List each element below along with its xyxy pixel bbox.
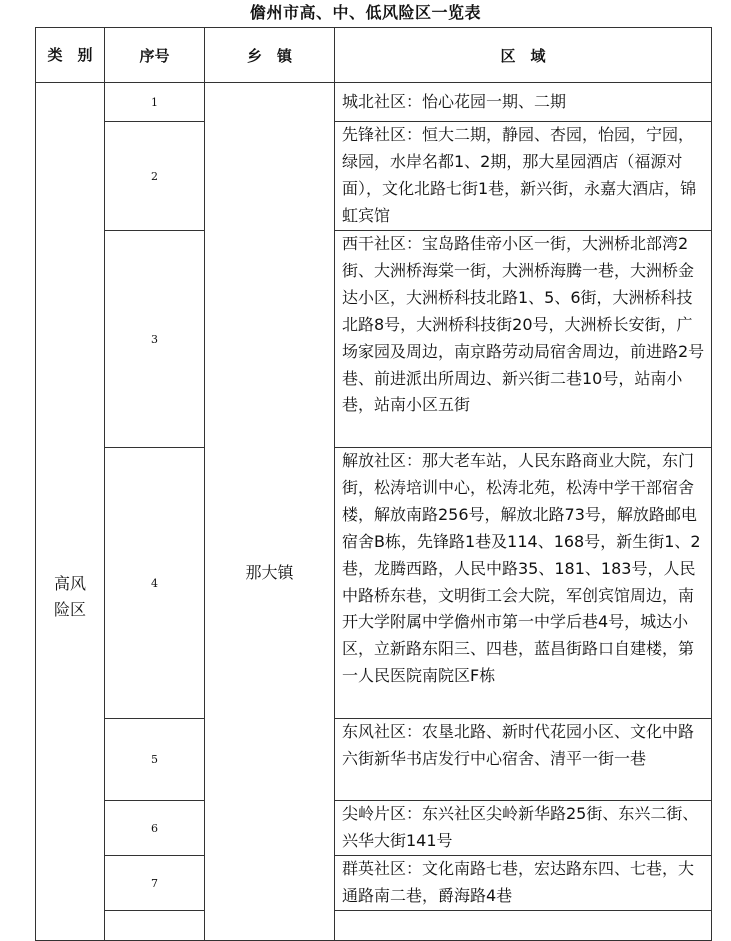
table-row (36, 231, 712, 448)
category-label: 高风险区 (53, 573, 86, 619)
header-category (36, 28, 105, 83)
table-row (36, 801, 712, 856)
seq-cell: 1 (105, 83, 205, 122)
seq-cell: 4 (105, 448, 205, 719)
town-label: 那大镇 (245, 563, 294, 582)
area-cell: 东风社区：农垦北路、新时代花园小区、文化中路六街新华书店发行中心宿舍、清平一街一巷 (335, 719, 712, 801)
table-row (36, 856, 712, 911)
risk-area-table (35, 27, 712, 941)
table-row (36, 122, 712, 231)
seq-cell: 7 (105, 856, 205, 911)
table-header-row (36, 28, 712, 83)
area-cell: 先锋社区：恒大二期，静园、杏园，怡园，宁园，绿园，水岸名都1、2期，那大星园酒店（福源对面），文化北路七街1巷，新兴街，永嘉大酒店，锦虹宾馆 (335, 122, 712, 231)
header-category-label: 类 别 (47, 46, 93, 64)
area-cell-empty (335, 911, 712, 941)
area-cell: 群英社区：文化南路七巷，宏达路东四、七巷，大通路南二巷，爵海路4巷 (335, 856, 712, 911)
area-cell: 西干社区：宝岛路佳帝小区一街，大洲桥北部湾2街、大洲桥海棠一街，大洲桥海腾一巷，大洲桥金达小区，大洲桥科技北路1、5、6街，大洲桥科技北路8号，大洲桥科技街20号，大洲桥长安街，广场家园及周边，南京路劳动局宿舍周边，前进路2号巷、前进派出所周边、新兴街二巷10号，站南小巷，站南小区五街 (335, 231, 712, 448)
table-row (36, 448, 712, 719)
table-row (36, 83, 712, 122)
seq-cell: 3 (105, 231, 205, 448)
page-title: 儋州市高、中、低风险区一览表 (249, 3, 481, 22)
table-row (36, 719, 712, 801)
area-cell: 城北社区：怡心花园一期、二期 (335, 83, 712, 122)
area-cell: 尖岭片区：东兴社区尖岭新华路25街、东兴二街、兴华大街141号 (335, 801, 712, 856)
header-seq: 序号 (105, 28, 205, 83)
header-town: 乡 镇 (205, 28, 335, 83)
seq-cell-empty (105, 911, 205, 941)
seq-cell: 6 (105, 801, 205, 856)
table-row-partial (36, 911, 712, 941)
header-area: 区 域 (335, 28, 712, 83)
town-cell (205, 83, 335, 941)
category-cell (36, 83, 105, 941)
seq-cell: 5 (105, 719, 205, 801)
seq-cell: 2 (105, 122, 205, 231)
area-cell: 解放社区：那大老车站，人民东路商业大院，东门街，松涛培训中心，松涛北苑，松涛中学干部宿舍楼，解放南路256号，解放北路73号，解放路邮电宿舍B栋，先锋路1巷及114、168号，新生街1、2巷，龙腾西路，人民中路35、181、183号，人民中路桥东巷，文明街工会大院，军创宾馆周边，南开大学附属中学儋州市第一中学后巷4号，城达小区，立新路东阳三、四巷，蓝昌街路口自建楼，第一人民医院南院区F栋 (335, 448, 712, 719)
